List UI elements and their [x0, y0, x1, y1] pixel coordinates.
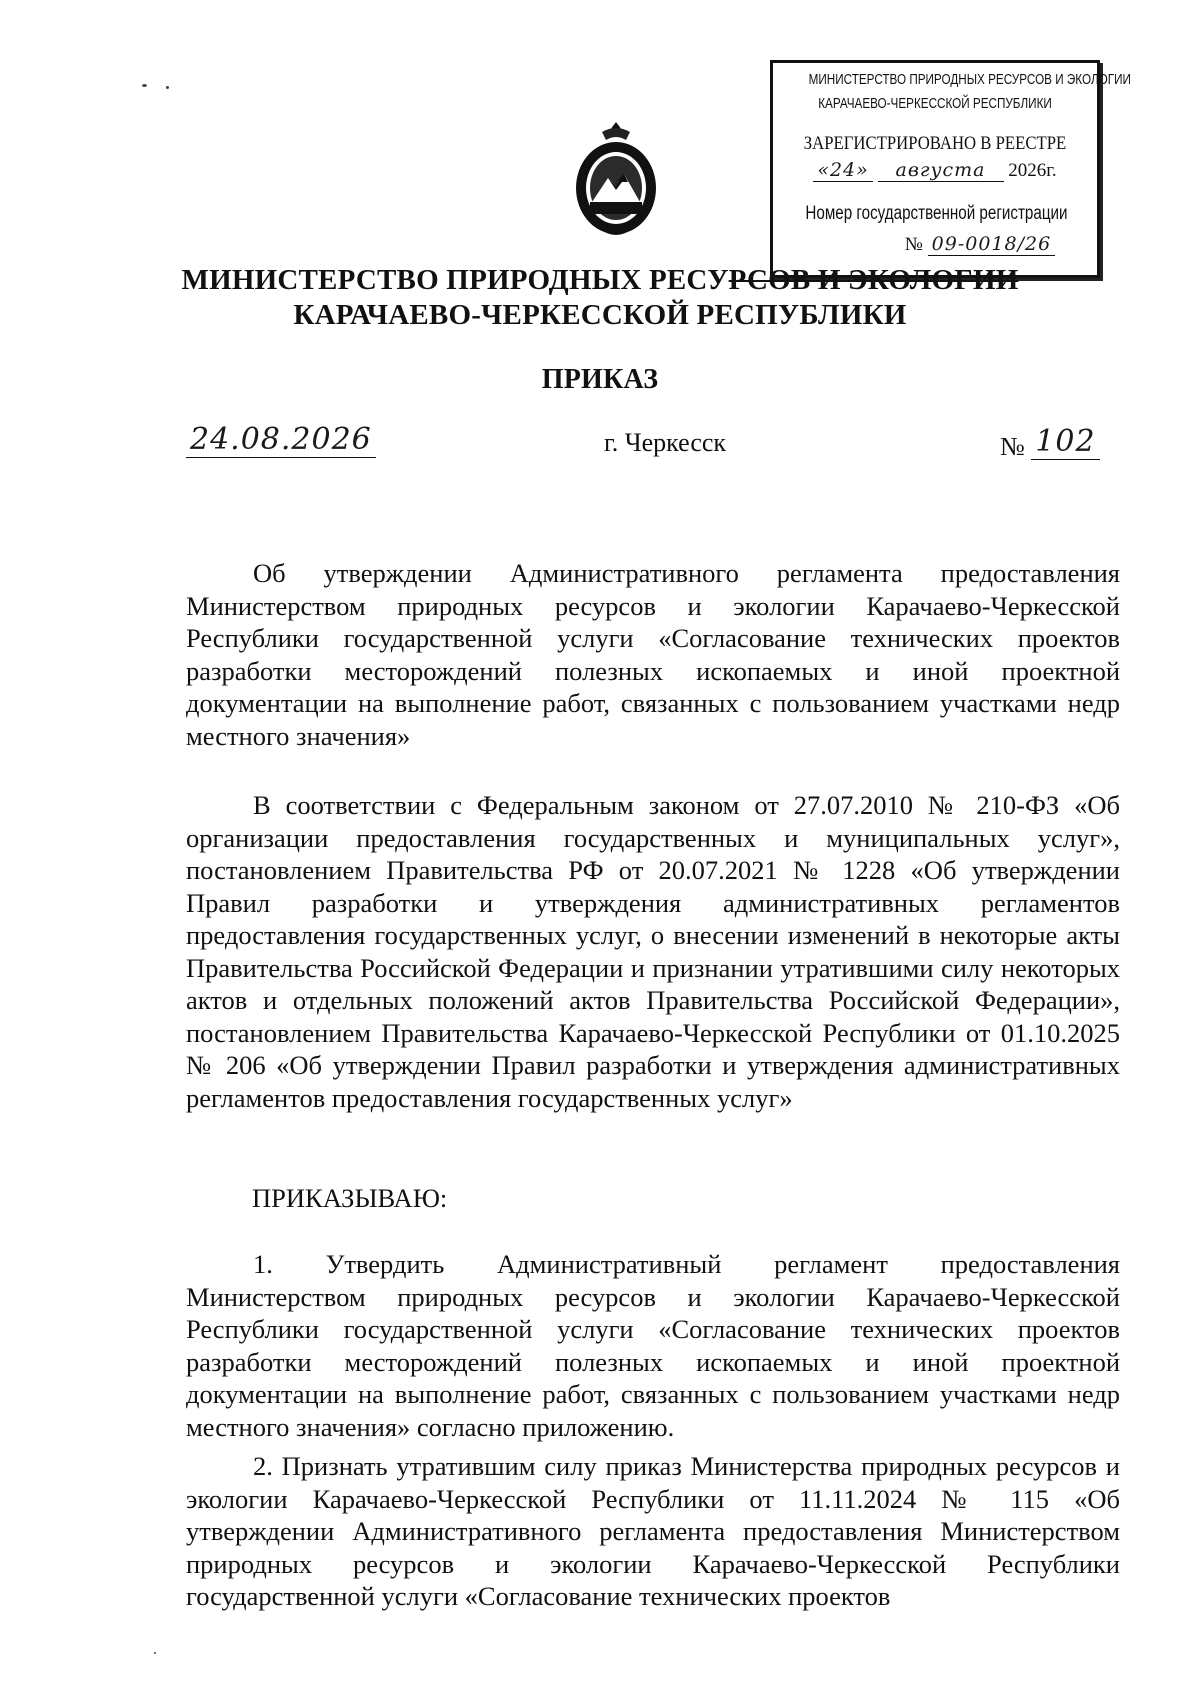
scan-speck	[142, 84, 147, 87]
ministry-title	[0, 264, 1200, 297]
stamp-regno	[773, 233, 1097, 256]
order-city: г. Черкесск	[604, 428, 727, 457]
stamp-date-month: августа	[878, 159, 1004, 182]
stamp-registration-date	[773, 159, 1097, 182]
scan-speck	[166, 86, 169, 89]
stamp-ministry-name: МИНИСТЕРСТВО ПРИРОДНЫХ РЕСУРСОВ И ЭКОЛОГИИ	[808, 71, 1131, 88]
order-number-prefix: №	[1000, 432, 1025, 461]
order-subject: Об утверждении Административного регламента предоставления Министерством природных ресурсов и экологии Карачаево-Черкесской Республики государственной услуги «Согласование технических проектов разработки месторождений полезных ископаемых и иной проектной документации на выполнение работ, связанных с пользованием участками недр местного значения»	[186, 558, 1120, 751]
order-item-1: 1. Утвердить Административный регламент предоставления Министерством природных ресурсов и экологии Карачаево-Черкесской Республики государственной услуги «Согласование технических проектов разработки месторождений полезных ископаемых и иной проектной документации на выполнение работ, связанных с пользованием участками недр местного значения» согласно приложению.	[186, 1249, 1120, 1442]
order-item-2: 2. Признать утратившим силу приказ Министерства природных ресурсов и экологии Карачаево-Черкесской Республики от 11.11.2024 № 115 «Об утверждении Административного регламента предоставления Министерством природных ресурсов и экологии Карачаево-Черкесской Республики государственной услуги «Согласование технических проектов	[186, 1451, 1120, 1611]
stamp-date-year: 2026г.	[1008, 160, 1057, 181]
scan-speck	[154, 1652, 156, 1654]
order-number	[1000, 424, 1100, 463]
document-type: ПРИКАЗ	[541, 364, 659, 395]
stamp-registered-label: ЗАРЕГИСТРИРОВАНО В РЕЕСТРЕ	[803, 133, 1067, 154]
registration-stamp	[770, 60, 1131, 278]
order-directive-word: ПРИКАЗЫВАЮ:	[252, 1183, 448, 1213]
order-number-value: 102	[1031, 424, 1099, 460]
stamp-regno-label: Номер государственной регистрации	[805, 203, 1068, 224]
stamp-regno-prefix: №	[904, 234, 923, 255]
ministry-title-struck: РСОВ И ЭКОЛОГИИ	[728, 264, 1019, 296]
legal-basis-paragraph: В соответствии с Федеральным законом от 27.07.2010 № 210-ФЗ «Об организации предоставления государственных и муниципальных услуг», постановлением Правительства РФ от 20.07.2021 № 1228 «Об утверждении Правил разработки и утверждения административных регламентов предоставления государственных услуг, о внесении изменений в некоторые акты Правительства Российской Федерации и признании утратившими силу некоторых актов и отдельных положений актов Правительства Российской Федерации», постановлением Правительства Карачаево-Черкесской Республики от 01.10.2025 № 206 «Об утверждении Правил разработки и утверждения административных регламентов предоставления государственных услуг»	[186, 790, 1120, 1113]
republic-title: КАРАЧАЕВО-ЧЕРКЕССКОЙ РЕСПУБЛИКИ	[293, 299, 907, 331]
order-date: 24.08.2026	[186, 422, 376, 458]
coat-of-arms-emblem	[572, 120, 660, 238]
stamp-regno-value: 09-0018/26	[928, 233, 1056, 256]
ministry-title-plain: МИНИСТЕРСТВО ПРИРОДНЫХ РЕСУ	[181, 264, 729, 296]
stamp-date-day: «24»	[813, 159, 872, 182]
stamp-republic-name: КАРАЧАЕВО-ЧЕРКЕССКОЙ РЕСПУБЛИКИ	[818, 95, 1052, 112]
